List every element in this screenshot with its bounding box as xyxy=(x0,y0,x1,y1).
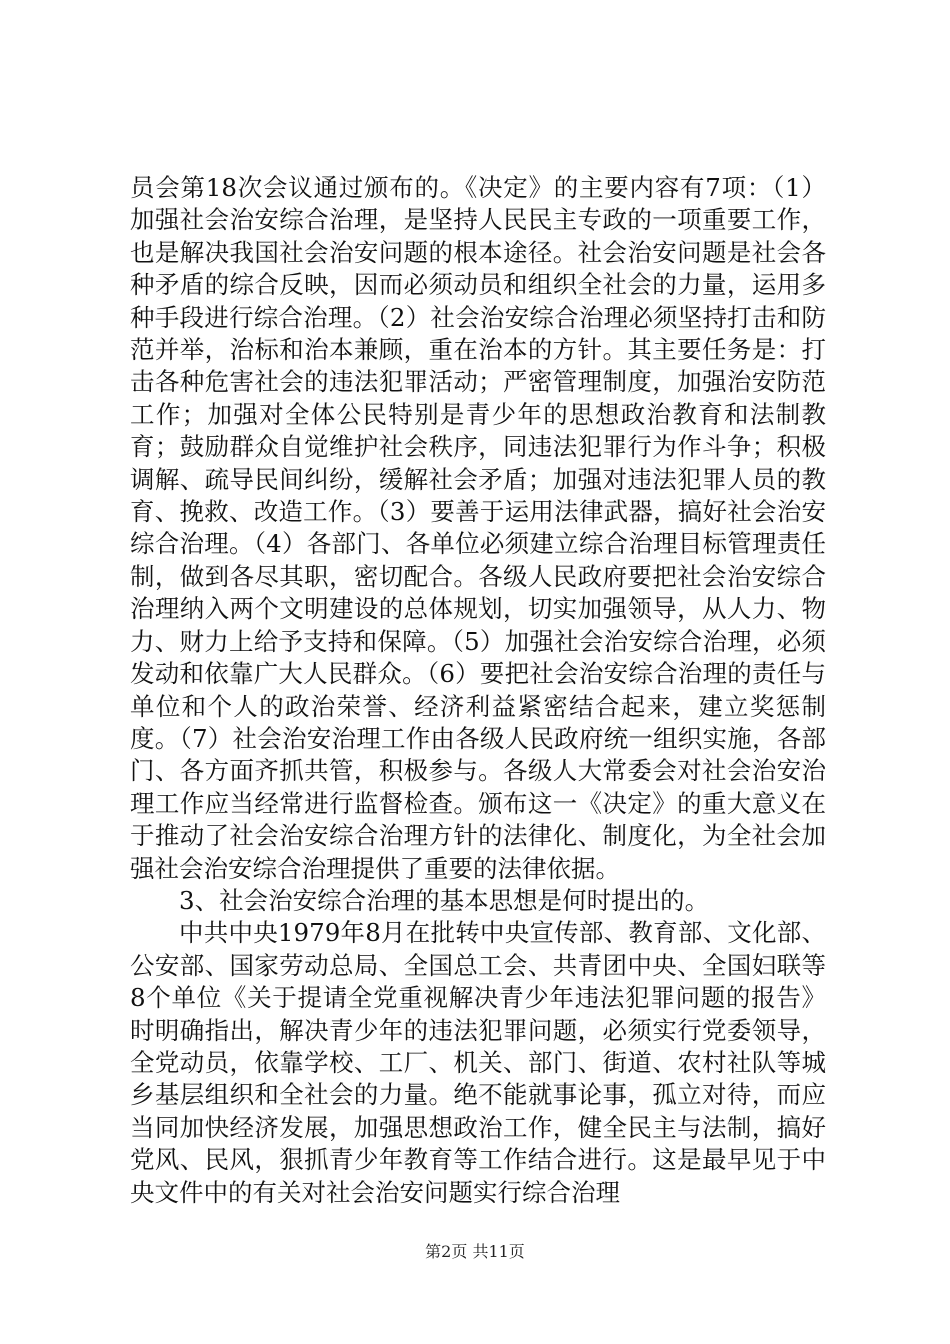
page-number-label: 第2页 共11页 xyxy=(425,1242,525,1261)
paragraph-answer-3: 中共中央1979年8月在批转中央宣传部、教育部、文化部、公安部、国家劳动总局、全国总工会、共青团中央、全国妇联等8个单位《关于提请全党重视解决青少年违法犯罪问题的报告》时明确指出，解决青少年的违法犯罪问题，必须实行党委领导，全党动员，依靠学校、工厂、机关、部门、街道、农村社队等城乡基层组织和全社会的力量。绝不能就事论事，孤立对待，而应当同加快经济发展，加强思想政治工作，健全民主与法制，搞好党风、民风，狠抓青少年教育等工作结合进行。这是最早见于中央文件中的有关对社会治安问题实行综合治理 xyxy=(130,918,826,1207)
paragraph-continuation: 员会第18次会议通过颁布的。《决定》的主要内容有7项：（1）加强社会治安综合治理，是坚持人民民主专政的一项重要工作，也是解决我国社会治安问题的根本途径。社会治安问题是社会各种矛盾的综合反映，因而必须动员和组织全社会的力量，运用多种手段进行综合治理。（2）社会治安综合治理必须坚持打击和防范并举，治标和治本兼顾，重在治本的方针。其主要任务是：打击各种危害社会的违法犯罪活动；严密管理制度，加强治安防范工作；加强对全体公民特别是青少年的思想政治教育和法制教育；鼓励群众自觉维护社会秩序，同违法犯罪行为作斗争；积极调解、疏导民间纠纷，缓解社会矛盾；加强对违法犯罪人员的教育、挽救、改造工作。（3）要善于运用法律武器，搞好社会治安综合治理。（4）各部门、各单位必须建立综合治理目标管理责任制，做到各尽其职，密切配合。各级人民政府要把社会治安综合治理纳入两个文明建设的总体规划，切实加强领导，从人力、物力、财力上给予支持和保障。（5）加强社会治安综合治理，必须发动和依靠广大人民群众。（6）要把社会治安综合治理的责任与单位和个人的政治荣誉、经济利益紧密结合起来，建立奖惩制度。（7）社会治安治理工作由各级人民政府统一组织实施，各部门、各方面齐抓共管，积极参与。各级人大常委会对社会治安治理工作应当经常进行监督检查。颁布这一《决定》的重大意义在于推动了社会治安综合治理方针的法律化、制度化，为全社会加强社会治安综合治理提供了重要的法律依据。 xyxy=(130,173,826,883)
paragraph-question-3: 3、社会治安综合治理的基本思想是何时提出的。 xyxy=(179,885,710,915)
page-footer xyxy=(0,1242,950,1262)
document-body xyxy=(130,172,826,1209)
